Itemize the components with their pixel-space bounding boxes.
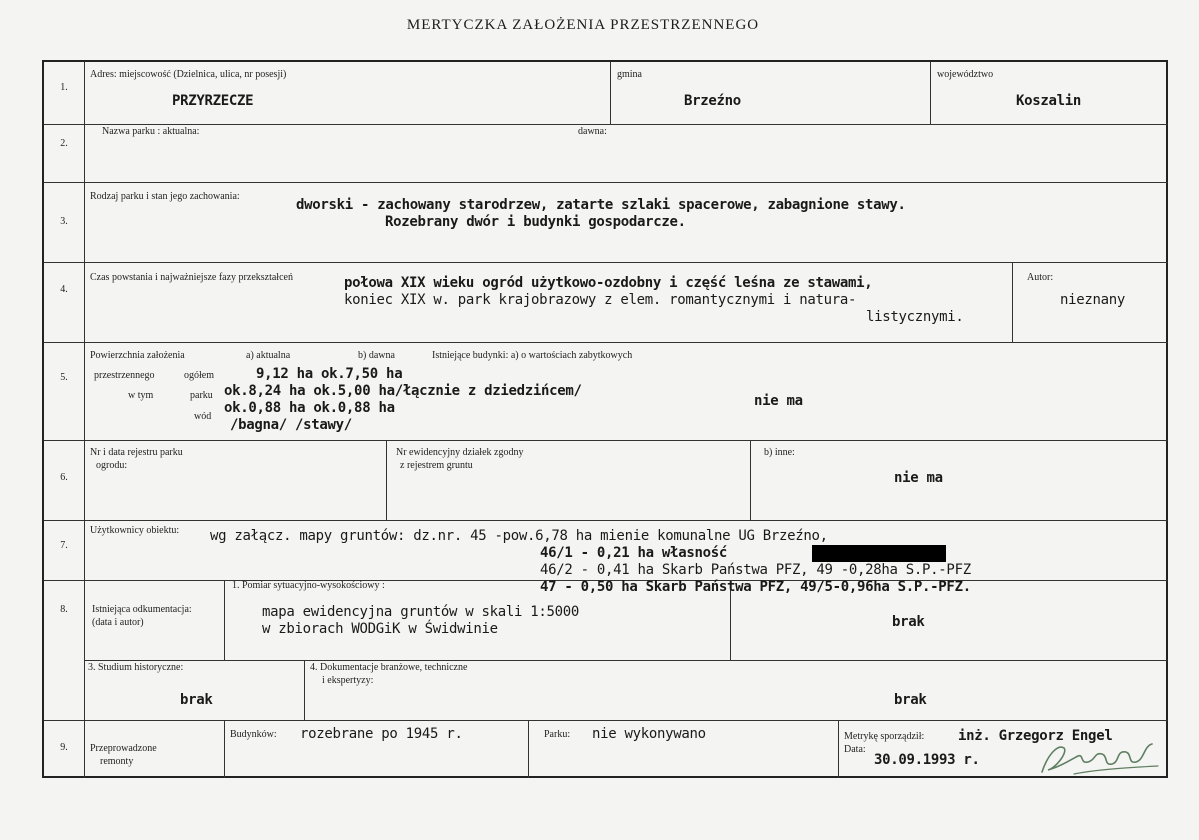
registry-label-1: Nr i data rejestru parku <box>90 447 183 458</box>
owners-line-3: 46/2 - 0,41 ha Skarb Państwa PFZ, 49 -0,28ha S.P.-PFZ <box>540 562 971 578</box>
park-repairs-value: nie wykonywano <box>592 726 706 742</box>
history-phases-line-1: połowa XIX wieku ogród użytkowo-ozdobny i część leśna ze stawami, <box>344 275 873 291</box>
existing-buildings-label: Istniejące budynki: a) o wartościach zabytkowych <box>432 350 633 361</box>
wojewodztwo-divider <box>930 62 931 124</box>
row-divider <box>44 342 1168 343</box>
row-divider <box>44 182 1168 183</box>
history-study-label: 3. Studium historyczne: <box>88 662 184 673</box>
repairs-label-1: Przeprowadzone <box>90 743 157 754</box>
author-divider <box>1012 262 1013 342</box>
in-which-label: w tym <box>128 390 154 401</box>
water-area-label: wód <box>194 411 212 422</box>
other-label: b) inne: <box>764 447 795 458</box>
row-number: 7. <box>60 540 68 551</box>
technical-docs-label-2: i ekspertyzy: <box>322 675 374 686</box>
survey-line-1: mapa ewidencyjna gruntów w skali 1:5000 <box>262 604 580 620</box>
gmina-divider <box>610 62 611 124</box>
made-by-label: Metrykę sporządził: <box>844 731 925 742</box>
row-number: 3. <box>60 216 68 227</box>
other-divider <box>750 440 751 520</box>
row-number: 9. <box>60 742 68 753</box>
owners-label: Użytkownicy obiektu: <box>90 525 180 536</box>
redaction-bar <box>812 545 946 562</box>
area-water-notes: /bagna/ /stawy/ <box>230 417 352 433</box>
row-divider <box>44 440 1168 441</box>
other-value: nie ma <box>894 470 943 486</box>
author-label: Autor: <box>1027 272 1054 283</box>
wojewodztwo-label: województwo <box>937 69 994 80</box>
documentation-label-2: (data i autor) <box>92 617 144 628</box>
registry-divider <box>386 440 387 520</box>
current-area-label: a) aktualna <box>246 350 291 361</box>
row-divider <box>44 720 1168 721</box>
park-type-label: Rodzaj parku i stan jego zachowania: <box>90 191 240 202</box>
history-phases-line-2: koniec XIX w. park krajobrazowy z elem. romantycznymi i natura- <box>344 292 857 308</box>
plots-label-1: Nr ewidencyjny działek zgodny <box>396 447 524 458</box>
row-divider <box>84 660 1168 661</box>
wojewodztwo-value: Koszalin <box>1016 93 1082 109</box>
buildings-repairs-label: Budynków: <box>230 729 277 740</box>
park-record-form <box>42 60 1168 778</box>
existing-buildings-value: nie ma <box>754 393 803 409</box>
owners-line-2: 46/1 - 0,21 ha własność <box>540 545 727 561</box>
owners-line-4: 47 - 0,50 ha Skarb Państwa PFZ, 49/5-0,96ha S.P.-PFZ. <box>540 579 971 595</box>
row-divider <box>44 520 1168 521</box>
history-phases-line-3: listycznymi. <box>866 309 964 325</box>
survey-label: 1. Pomiar sytuacyjno-wysokościowy : <box>232 580 385 591</box>
technical-docs-value: brak <box>894 692 927 708</box>
area-park-values: ok.8,24 ha ok.5,00 ha/łącznie z dziedzińcem/ <box>224 383 582 399</box>
owners-line-1: wg załącz. mapy gruntów: dz.nr. 45 -pow.6,78 ha mienie komunalne UG Brzeźno, <box>210 528 828 544</box>
gmina-label: gmina <box>617 69 642 80</box>
repairs-divider-1 <box>224 720 225 778</box>
buildings-repairs-value: rozebrane po 1945 r. <box>300 726 463 742</box>
documentation-divider <box>224 580 225 660</box>
spatial-label: przestrzennego <box>94 370 155 381</box>
page-title: MERTYCZKA ZAŁOŻENIA PRZESTRZENNEGO <box>406 17 760 33</box>
row-number: 2. <box>60 138 68 149</box>
gmina-value: Brzeźno <box>684 93 741 109</box>
area-label: Powierzchnia założenia <box>90 350 185 361</box>
repairs-divider-2 <box>528 720 529 778</box>
repairs-label-2: remonty <box>100 756 134 767</box>
plots-label-2: z rejestrem gruntu <box>400 460 473 471</box>
author-value: nieznany <box>1060 292 1126 308</box>
park-type-line-2: Rozebrany dwór i budynki gospodarcze. <box>385 214 686 230</box>
former-area-label: b) dawna <box>358 350 395 361</box>
number-column-divider <box>84 62 85 778</box>
row-number: 6. <box>60 472 68 483</box>
made-by-value: inż. Grzegorz Engel <box>958 728 1113 744</box>
registry-label-2: ogrodu: <box>96 460 128 471</box>
park-area-label: parku <box>190 390 213 401</box>
area-water-values: ok.0,88 ha ok.0,88 ha <box>224 400 395 416</box>
handwritten-signature <box>1034 734 1164 780</box>
total-label: ogółem <box>184 370 214 381</box>
technical-docs-label-1: 4. Dokumentacje branżowe, techniczne <box>310 662 468 673</box>
address-label: Adres: miejscowość (Dzielnica, ulica, nr posesji) <box>90 69 287 80</box>
park-type-line-1: dworski - zachowany starodrzew, zatarte szlaki spacerowe, zabagnione stawy. <box>296 197 906 213</box>
date-value: 30.09.1993 r. <box>874 752 980 768</box>
row-number: 8. <box>60 604 68 615</box>
date-label: Data: <box>844 744 866 755</box>
history-phases-label: Czas powstania i najważniejsze fazy przekształceń <box>90 272 293 283</box>
documentation-label-1: Istniejąca odkumentacja: <box>92 604 192 615</box>
name-former-label: dawna: <box>578 126 607 137</box>
repairs-divider-3 <box>838 720 839 778</box>
documentation-right-value: brak <box>892 614 925 630</box>
area-total-values: 9,12 ha ok.7,50 ha <box>256 366 403 382</box>
name-current-label: Nazwa parku : aktualna: <box>102 126 200 137</box>
address-value: PRZYRZECZE <box>172 93 254 109</box>
history-divider <box>304 660 305 720</box>
history-study-value: brak <box>180 692 213 708</box>
row-number: 5. <box>60 372 68 383</box>
survey-line-2: w zbiorach WODGiK w Świdwinie <box>262 621 498 637</box>
row-divider <box>44 262 1168 263</box>
row-number: 1. <box>60 82 68 93</box>
park-repairs-label: Parku: <box>544 729 571 740</box>
row-number: 4. <box>60 284 68 295</box>
